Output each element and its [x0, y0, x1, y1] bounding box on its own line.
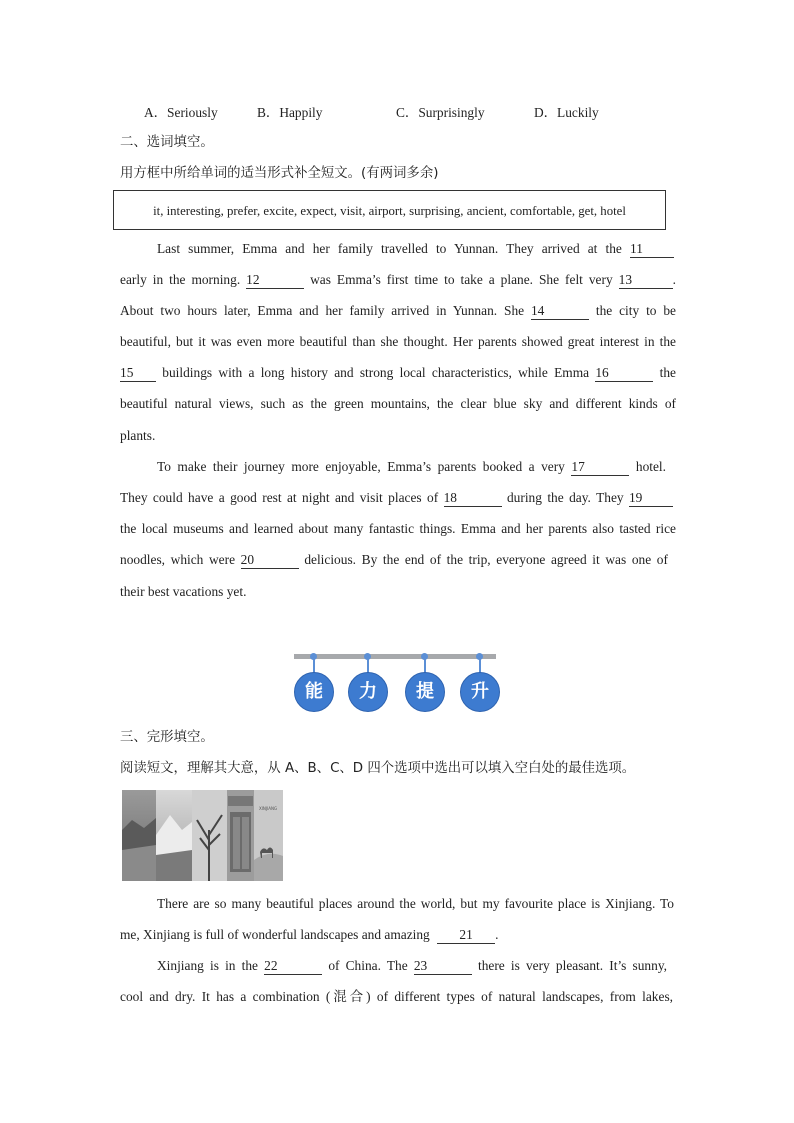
passage-line: their best vacations yet. [120, 584, 247, 599]
blank-14: 14 [531, 303, 589, 320]
badge-char: 提 [405, 672, 445, 712]
banner-badge [460, 652, 500, 712]
word-box: it, interesting, prefer, excite, expect, visit, airport, surprising, ancient, comfortable, get, hotel [113, 190, 666, 230]
blank-11: 11 [630, 241, 674, 258]
section2-heading: 二、选词填空。 [120, 135, 214, 150]
passage-line [120, 270, 676, 290]
passage-line [157, 457, 666, 477]
passage-text: there is very pleasant. It’s sunny, [477, 958, 667, 973]
passage-line [120, 550, 668, 570]
option-a: A．Seriously [144, 105, 218, 120]
passage-text: They could have a good rest at night and visit places of [120, 490, 439, 505]
blank-19: 19 [629, 490, 673, 507]
passage-line: the local museums and learned about many fantastic things. Emma and her parents also tasted rice [120, 521, 676, 536]
passage-text: hotel. [635, 459, 666, 474]
blank-17: 17 [571, 459, 629, 476]
passage-text: early in the morning. [120, 272, 241, 287]
blank-12: 12 [246, 272, 304, 289]
section2-instruction: 用方框中所给单词的适当形式补全短文。(有两词多余) [120, 166, 439, 181]
blank-21: 21 [437, 927, 495, 944]
blank-20: 20 [241, 552, 299, 569]
option-c: C．Surprisingly [396, 105, 485, 120]
passage-text: the [659, 365, 676, 380]
option-d: D．Luckily [534, 105, 599, 120]
passage-text: To make their journey more enjoyable, Emma’s parents booked a very [157, 459, 565, 474]
ability-improvement-banner [294, 652, 496, 712]
passage-text: delicious. By the end of the trip, everyone agreed it was one of [304, 552, 668, 567]
banner-badge [294, 652, 334, 712]
banner-badge [405, 652, 445, 712]
passage-text: noodles, which were [120, 552, 236, 567]
passage-line [120, 925, 676, 945]
passage-line [157, 956, 667, 976]
passage-text: of China. The [328, 958, 408, 973]
section3-instruction: 阅读短文，理解其大意，从 A、B、C、D 四个选项中选出可以填入空白处的最佳选项。 [120, 761, 636, 776]
banner-badge [348, 652, 388, 712]
passage-line [120, 301, 676, 321]
badge-char: 力 [348, 672, 388, 712]
passage-text: Xinjiang is in the [157, 958, 258, 973]
badge-char: 能 [294, 672, 334, 712]
passage-text: me, Xinjiang is full of wonderful landscapes and amazing [120, 927, 430, 942]
blank-16: 16 [595, 365, 653, 382]
passage-text: during the day. They [506, 490, 624, 505]
passage-line: beautiful natural views, such as the green mountains, the clear blue sky and different kinds of [120, 396, 676, 411]
passage-text: . [495, 927, 499, 942]
badge-char: 升 [460, 672, 500, 712]
xinjiang-photo [122, 790, 283, 881]
blank-22: 22 [264, 958, 322, 975]
blank-15: 15 [120, 365, 156, 382]
option-b: B．Happily [257, 105, 323, 120]
passage-line [157, 239, 674, 259]
passage-text: the city to be [595, 303, 676, 318]
passage-line: cool and dry. It has a combination (混合) of different types of natural landscapes, from lakes, [120, 989, 673, 1004]
passage-line: plants. [120, 428, 156, 443]
passage-line [120, 488, 673, 508]
passage-text: About two hours later, Emma and her family arrived in Yunnan. She [120, 303, 525, 318]
blank-18: 18 [444, 490, 502, 507]
passage-text: Last summer, Emma and her family travelled to Yunnan. They arrived at the [157, 241, 622, 256]
passage-line: beautiful, but it was even more beautiful than she thought. Her parents showed great interest in the [120, 334, 676, 349]
passage-text: was Emma’s first time to take a plane. She felt very [310, 272, 613, 287]
passage-text: . [672, 272, 676, 287]
section3-heading: 三、完形填空。 [120, 730, 214, 745]
blank-23: 23 [414, 958, 472, 975]
photo-caption: XINJIANG [258, 806, 278, 811]
passage-line: There are so many beautiful places around the world, but my favourite place is Xinjiang. To [157, 896, 674, 911]
blank-13: 13 [619, 272, 673, 289]
passage-line [120, 363, 676, 383]
passage-text: buildings with a long history and strong local characteristics, while Emma [162, 365, 590, 380]
